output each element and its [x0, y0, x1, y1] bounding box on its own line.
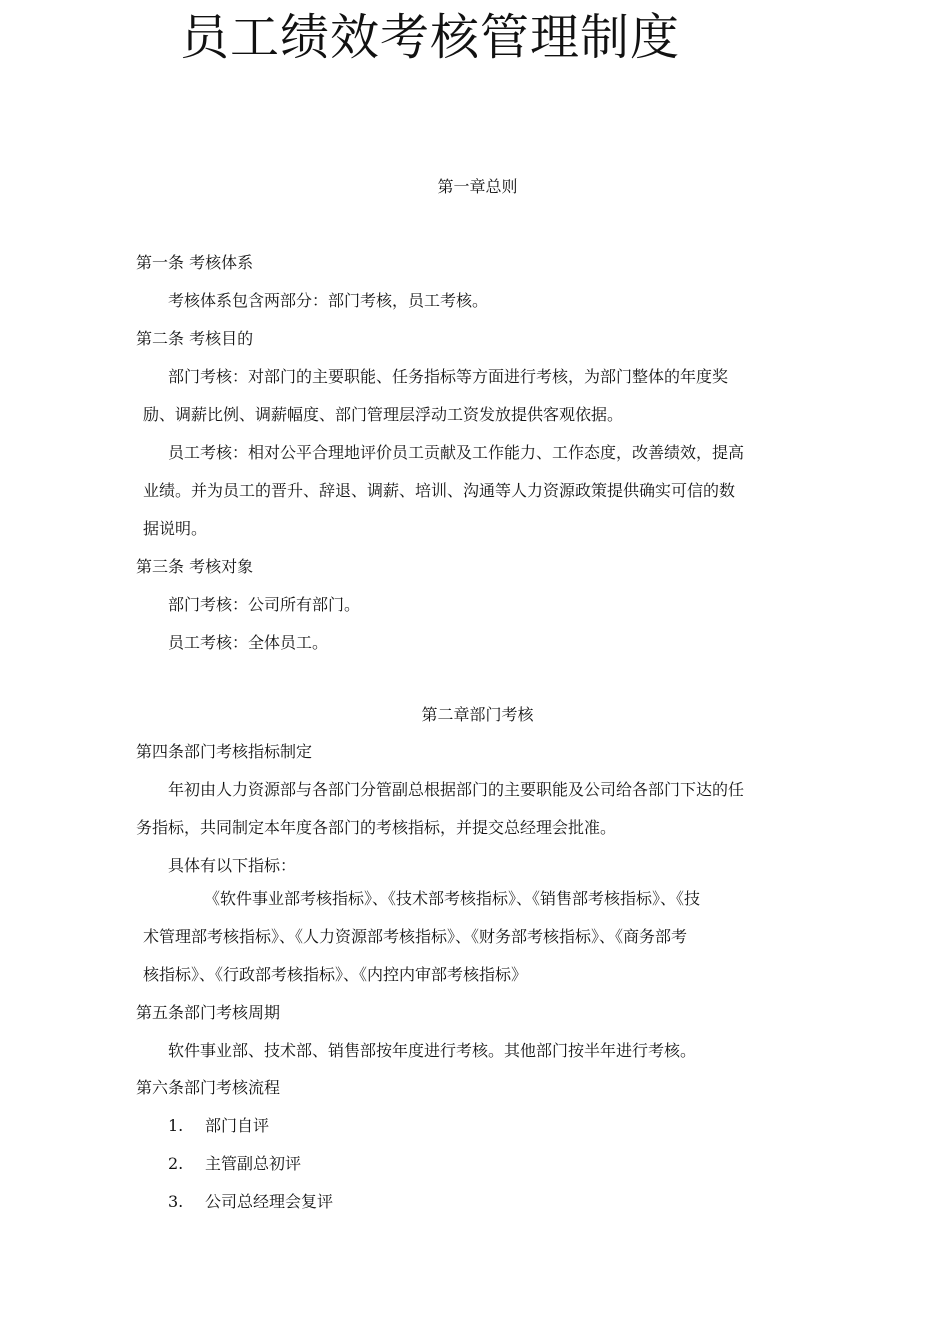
article-3-title: 第三条 考核对象 — [136, 557, 254, 576]
article-6-title: 第六条部门考核流程 — [136, 1078, 281, 1097]
process-step — [168, 1153, 301, 1175]
article-2-paragraph-2-line-1: 员工考核：相对公平合理地评价员工贡献及工作能力、工作态度，改善绩效，提高 — [168, 443, 745, 462]
process-step-text: 公司总经理会复评 — [205, 1192, 334, 1211]
article-2-paragraph-1-line-1: 部门考核：对部门的主要职能、任务指标等方面进行考核，为部门整体的年度奖 — [168, 367, 729, 386]
document-title: 员工绩效考核管理制度 — [180, 9, 681, 66]
process-step — [168, 1115, 269, 1137]
article-2-paragraph-1-line-2: 励、调薪比例、调薪幅度、部门管理层浮动工资发放提供客观依据。 — [143, 405, 624, 424]
article-4-indicators-line-2: 术管理部考核指标》、《人力资源部考核指标》、《财务部考核指标》、《商务部考 — [143, 927, 688, 946]
article-1-title: 第一条 考核体系 — [136, 253, 254, 272]
article-4-indicators-line-1: 《软件事业部考核指标》、《技术部考核指标》、《销售部考核指标》、《技 — [204, 889, 701, 908]
article-3-paragraph-2: 员工考核：全体员工。 — [168, 633, 329, 652]
article-2-paragraph-2-line-3: 据说明。 — [143, 519, 208, 538]
process-step-number: 2. — [168, 1154, 184, 1173]
chapter-1-heading: 第一章总则 — [437, 177, 518, 196]
article-4-title: 第四条部门考核指标制定 — [136, 742, 313, 761]
process-step — [168, 1191, 333, 1213]
article-2-paragraph-2-line-2: 业绩。并为员工的晋升、辞退、调薪、培训、沟通等人力资源政策提供确实可信的数 — [143, 481, 736, 500]
article-5-title: 第五条部门考核周期 — [136, 1003, 281, 1022]
article-4-paragraph-1-line-2: 务指标，共同制定本年度各部门的考核指标，并提交总经理会批准。 — [136, 818, 617, 837]
chapter-2-heading: 第二章部门考核 — [421, 705, 534, 724]
process-step-text: 主管副总初评 — [205, 1154, 302, 1173]
article-4-indicators-line-3: 核指标》、《行政部考核指标》、《内控内审部考核指标》 — [143, 965, 528, 984]
article-4-paragraph-1-line-1: 年初由人力资源部与各部门分管副总根据部门的主要职能及公司给各部门下达的任 — [168, 780, 745, 799]
article-3-paragraph-1: 部门考核：公司所有部门。 — [168, 595, 361, 614]
article-1-paragraph: 考核体系包含两部分：部门考核，员工考核。 — [168, 291, 489, 310]
process-step-number: 1. — [168, 1116, 184, 1135]
article-5-paragraph: 软件事业部、技术部、销售部按年度进行考核。其他部门按半年进行考核。 — [168, 1041, 697, 1060]
process-step-number: 3. — [168, 1192, 184, 1211]
process-step-text: 部门自评 — [205, 1116, 270, 1135]
article-4-paragraph-2: 具体有以下指标： — [168, 856, 297, 875]
article-2-title: 第二条 考核目的 — [136, 329, 254, 348]
